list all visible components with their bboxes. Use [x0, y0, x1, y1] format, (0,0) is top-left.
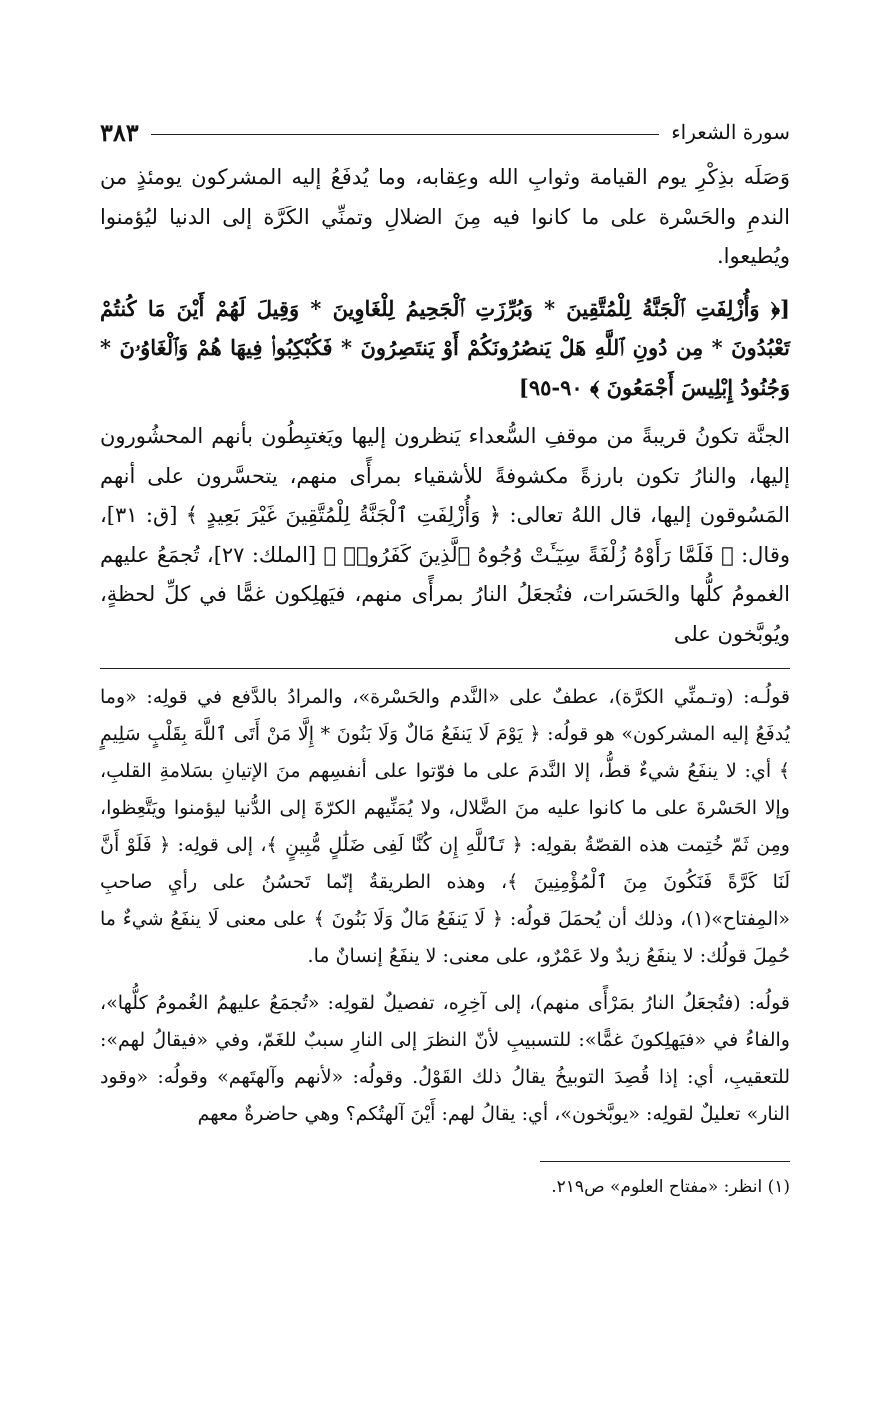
surah-name: سورة الشعراء — [671, 120, 790, 144]
main-paragraph-intro: وَصَلَه بذِكْرِ يوم القيامة وثوابِ الله وعِقابه، وما يُدفَعُ إليه المشركون يومئذٍ من الندمِ والحَسْرة على ما كانوا فيه مِنَ الضلالِ وتمنِّي الكَرَّة إلى الدنيا ليُؤمنوا ويُطيعوا. — [100, 165, 790, 268]
page-number: ٣٨٣ — [100, 117, 139, 147]
commentary-section — [100, 679, 790, 1133]
main-text — [100, 158, 790, 654]
header-rule — [151, 134, 660, 135]
page-header — [100, 112, 790, 152]
commentary-paragraph-karra: قولُـه: (وتـمنِّي الكرَّة)، عطفٌ على «النَّدم والحَسْرة»، والمرادُ بالدَّفع في قولِه: «وما يُدفَعُ إليه المشركون» هو قولُه: ﴿ يَوْمَ لَا يَنفَعُ مَالٌ وَلَا بَنُونَ * إِلَّا مَنْ أَتَى ٱللَّهَ بِقَلْبٍ سَلِيمٍ ﴾ أي: لا ينفَعُ شيءٌ قطُّ، إلا النَّدمَ على ما فوّتوا على أنفسِهم منَ الإتيانِ بسَلامةِ القلبِ، وإلا الحَسْرةَ على ما كانوا عليه منَ الضَّلال، ولا يُمَنِّيهم الكرّةَ إلى الدُّنيا ليؤمنوا ويَتَّعِظوا، ومِن ثَمّ خُتِمت هذه القصّةُ بقولِه: ﴿ تَٱللَّهِ إِن كُنَّا لَفِى ضَلَٰلٍ مُّبِينٍ ﴾، إلى قولِه: ﴿ فَلَوْ أَنَّ لَنَا كَرَّةً فَنَكُونَ مِنَ ٱلْمُؤْمِنِينَ ﴾، وهذه الطريقةُ إنّما تَحسُنُ على رأيِ صاحبِ «المِفتاح»(١)، وذلك أن يُحمَلَ قولُه: ﴿ لَا يَنفَعُ مَالٌ وَلَا بَنُونَ ﴾ على معنى لَا ينفَعُ شيءٌ ما حُمِلَ قولُك: لا ينفَعُ زيدٌ ولا عَمْرٌو، على معنى: لا ينفَعُ إنسانٌ ما. — [100, 686, 790, 967]
footnote: (١) انظر: «مفتاح العلوم» ص٢١٩. — [551, 1177, 790, 1197]
commentary-paragraph-nar: قولُه: (فتُجعَلُ النارُ بمَرْأًى منهم)، إلى آخِرِه، تفصيلٌ لقولِه: «تُجمَعُ عليهمُ الغُمومُ كلُّها»، والفاءُ في «فيَهلِكونَ غمًّا»: للتسبيبِ لأنّ النظرَ إلى النارِ سببٌ للغَمّ، وفي «فيقالُ لهم»: للتعقيبِ، أي: إذا قُصِدَ التوبيخُ يقالُ ذلك القَوْلُ. وقولُه: «لأنهم وآلهتَهم» وقولُه: «وقود النار» تعليلٌ لقولِه: «يوبَّخون»، أي: يقالُ لهم: أَيْنَ آلهتُكم؟ وهي حاضرةٌ معهم — [100, 992, 790, 1125]
main-paragraph-explanation: الجنَّة تكونُ قريبةً من موقفِ السُّعداء يَنظرون إليها ويَغتبِطُون بأنهم المحشُورون إليها، والنارُ تكون بارزةً مكشوفةً للأشقياء بمرأًى منهم، يتحسَّرون على أنهم المَسُوقون إليها، قال اللهُ تعالى: ﴿ وَأُزْلِفَتِ ٱلْجَنَّةُ لِلْمُتَّقِينَ غَيْرَ بَعِيدٍ ﴾ [ق: ٣١]، وقال: ﴿ فَلَمَّا رَأَوْهُ زُلْفَةً سِيٓـَٔتْ وُجُوهُ ٱلَّذِينَ كَفَرُوا۟ ﴾ [الملك: ٢٧]، تُجمَعُ عليهم الغمومُ كلُّها والحَسَرات، فتُجعَلُ النارُ بمرأًى منهم، فيَهلِكون غمًّا في كلِّ لحظةٍ، ويُوبَّخون على — [100, 424, 790, 646]
book-page — [100, 112, 790, 1202]
commentary-divider — [100, 668, 790, 669]
footnote-divider — [540, 1161, 790, 1162]
quran-verse-block: [﴿ وَأُزْلِفَتِ ٱلْجَنَّةُ لِلْمُتَّقِينَ * وَبُرِّزَتِ ٱلْجَحِيمُ لِلْغَاوِينَ * وَقِيلَ لَهُمْ أَيْنَ مَا كُنتُمْ تَعْبُدُونَ * مِن دُونِ ٱللَّهِ هَلْ يَنصُرُونَكُمْ أَوْ يَنتَصِرُونَ * فَكُبْكِبُوا۟ فِيهَا هُمْ وَٱلْغَاوُۥنَ * وَجُنُودُ إِبْلِيسَ أَجْمَعُونَ ﴾ ٩٠-٩٥] — [100, 295, 790, 400]
